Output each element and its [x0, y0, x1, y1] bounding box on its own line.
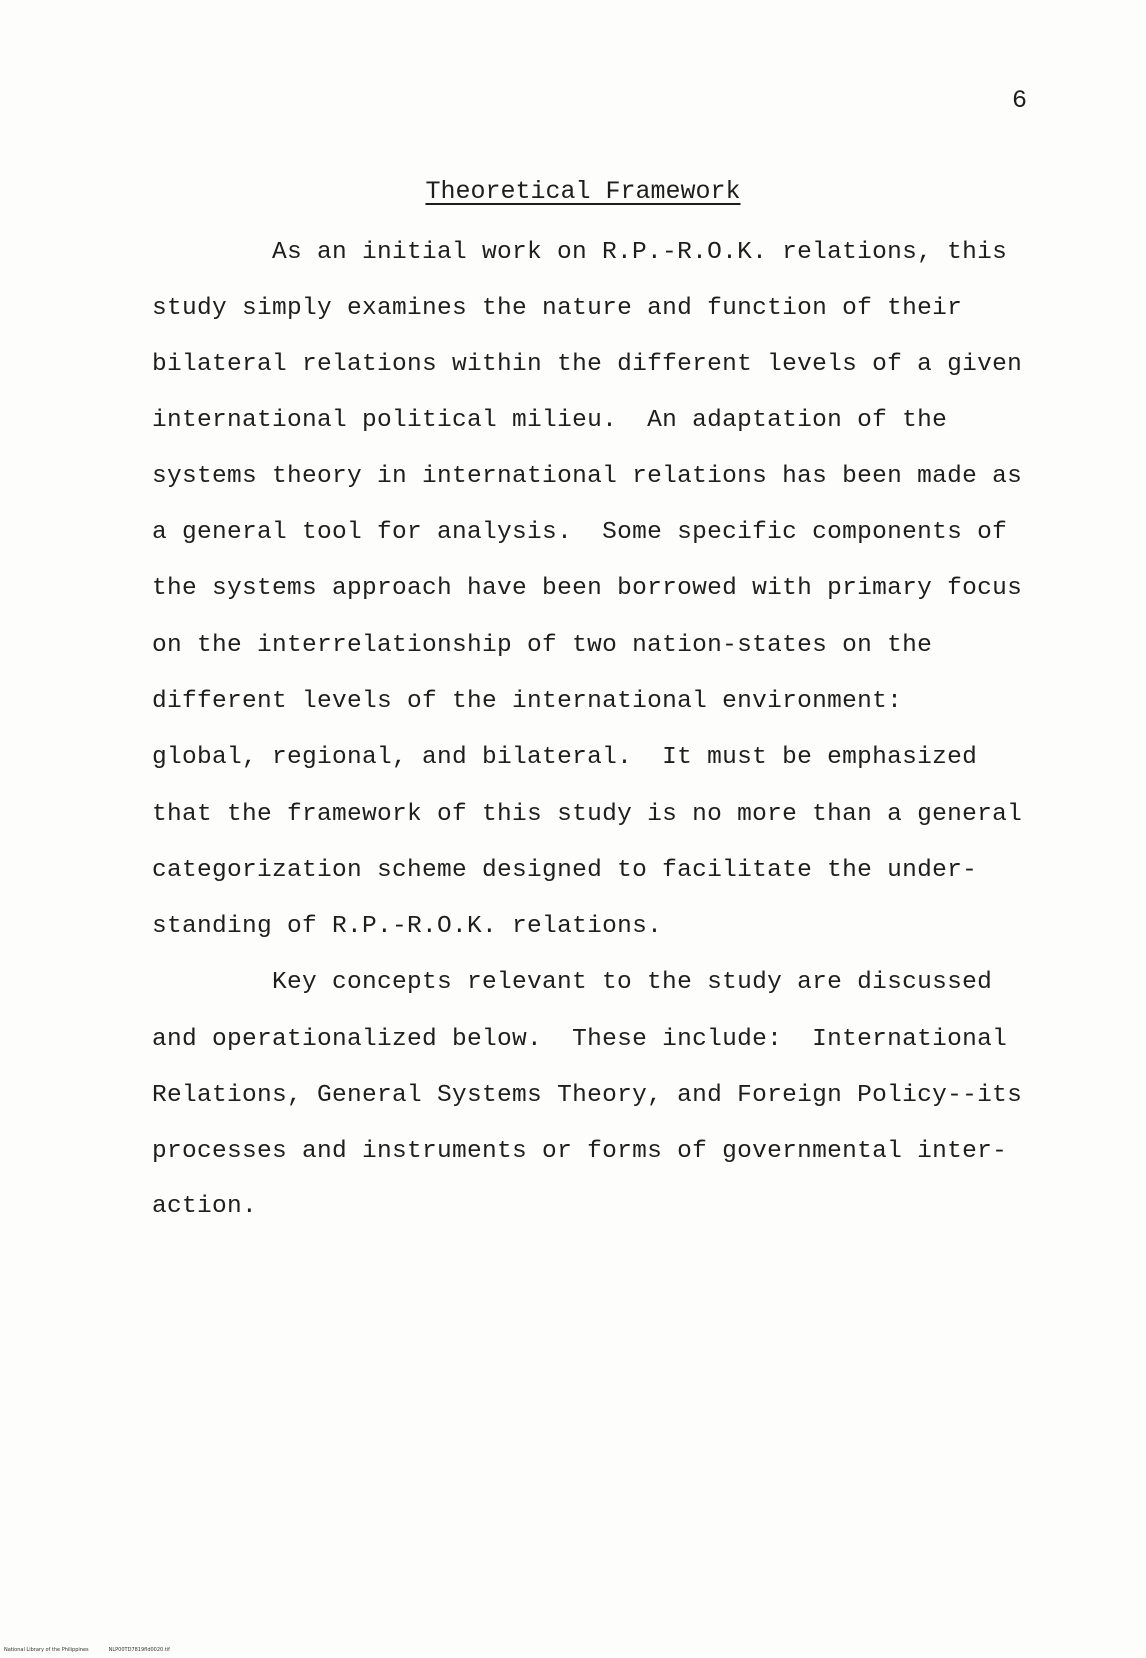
- paragraph-1-line-2: study simply examines the nature and function of their: [152, 295, 963, 322]
- footer-library: National Library of the Philippines: [4, 1647, 89, 1653]
- section-heading-text: Theoretical Framework: [425, 177, 741, 206]
- paragraph-1-line-1: As an initial work on R.P.-R.O.K. relations, this: [272, 239, 1008, 266]
- footer-file: NLP00TD7819fld0020.tif: [108, 1647, 170, 1653]
- paragraph-1-line-6: a general tool for analysis. Some specific components of: [152, 519, 1008, 546]
- paragraph-1-line-13: standing of R.P.-R.O.K. relations.: [152, 913, 663, 940]
- paragraph-1-line-7: the systems approach have been borrowed with primary focus: [152, 575, 1023, 602]
- paragraph-1-line-10: global, regional, and bilateral. It must be emphasized: [152, 744, 978, 771]
- paragraph-1-line-5: systems theory in international relations has been made as: [152, 463, 1023, 490]
- paragraph-1-line-12: categorization scheme designed to facilitate the under-: [152, 857, 978, 884]
- paragraph-2-line-4: processes and instruments or forms of governmental inter-: [152, 1138, 1008, 1165]
- paragraph-2-line-5: action.: [152, 1193, 258, 1220]
- paragraph-1-line-8: on the interrelationship of two nation-states on the: [152, 632, 933, 659]
- paragraph-1-line-4: international political milieu. An adaptation of the: [152, 407, 948, 434]
- paragraph-2-line-2: and operationalized below. These include: International: [152, 1026, 1008, 1053]
- section-heading: [0, 176, 1146, 208]
- page-number: 6: [1012, 86, 1028, 115]
- paragraph-2-line-3: Relations, General Systems Theory, and Foreign Policy--its: [152, 1082, 1023, 1109]
- paragraph-1-line-9: different levels of the international environment:: [152, 688, 903, 715]
- paragraph-2-line-1: Key concepts relevant to the study are discussed: [272, 969, 993, 996]
- paragraph-1-line-3: bilateral relations within the different levels of a given: [152, 351, 1023, 378]
- paragraph-1-line-11: that the framework of this study is no more than a general: [152, 801, 1023, 828]
- archive-footer: [4, 1647, 190, 1654]
